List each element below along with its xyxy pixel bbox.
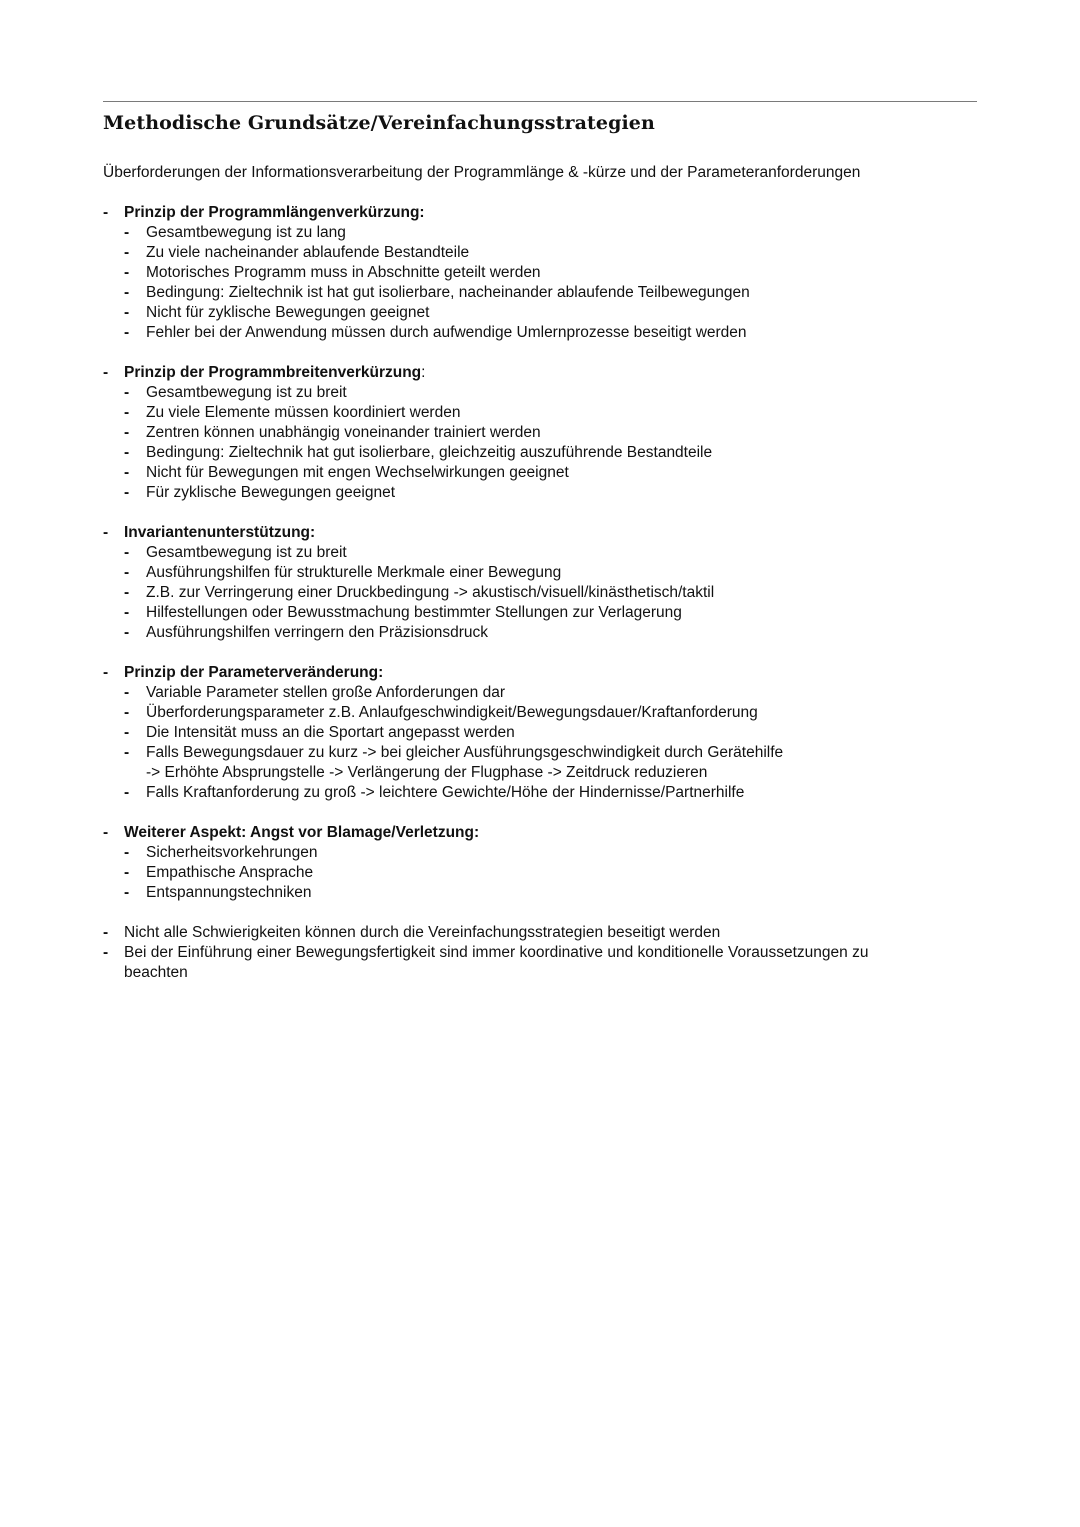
section-heading: Invariantenunterstützung: xyxy=(124,524,316,541)
list-item xyxy=(103,583,963,603)
list-item xyxy=(103,403,963,423)
bullet-dash: - xyxy=(124,244,130,261)
list-item-text: Zu viele Elemente müssen koordiniert werden xyxy=(146,404,461,421)
list-item xyxy=(103,283,963,303)
closing-notes xyxy=(103,923,963,983)
list-item xyxy=(103,783,963,803)
bullet-dash: - xyxy=(124,604,130,621)
bullet-dash: - xyxy=(124,444,130,461)
bullet-dash: - xyxy=(124,584,130,601)
document-title: Methodische Grundsätze/Vereinfachungsstrategien xyxy=(103,112,655,134)
bullet-dash: - xyxy=(124,324,130,341)
list-item-text: Sicherheitsvorkehrungen xyxy=(146,844,318,861)
bullet-dash: - xyxy=(124,424,130,441)
bullet-dash: - xyxy=(103,204,109,221)
list-item xyxy=(103,303,963,323)
section-programmlaengenverkuerzung xyxy=(103,203,963,343)
list-item xyxy=(103,703,963,723)
list-item xyxy=(103,263,963,283)
list-item-text: Überforderungsparameter z.B. Anlaufgeschwindigkeit/Bewegungsdauer/Kraftanforderung xyxy=(146,704,758,721)
list-item xyxy=(103,563,963,583)
list-item-text: Ausführungshilfen verringern den Präzisionsdruck xyxy=(146,624,489,641)
list-item-text: Fehler bei der Anwendung müssen durch aufwendige Umlernprozesse beseitigt werden xyxy=(146,324,747,341)
list-item-continuation: -> Erhöhte Absprungstelle -> Verlängerung der Flugphase -> Zeitdruck reduzieren xyxy=(146,764,708,781)
list-item-text: Für zyklische Bewegungen geeignet xyxy=(146,484,396,501)
closing-note-text: beachten xyxy=(124,964,188,981)
list-item xyxy=(103,683,963,703)
list-item xyxy=(103,863,963,883)
section-heading: Weiterer Aspekt: Angst vor Blamage/Verletzung: xyxy=(124,824,480,841)
list-item-text: Die Intensität muss an die Sportart angepasst werden xyxy=(146,724,515,741)
bullet-dash: - xyxy=(103,824,109,841)
list-item xyxy=(103,483,963,503)
list-item-text: Motorisches Programm muss in Abschnitte geteilt werden xyxy=(146,264,541,281)
list-item xyxy=(103,883,963,903)
bullet-dash: - xyxy=(124,384,130,401)
list-item xyxy=(103,463,963,483)
list-item xyxy=(103,223,963,243)
section-heading-row xyxy=(103,663,963,683)
section-heading-row xyxy=(103,203,963,223)
section-heading: Prinzip der Programmlängenverkürzung: xyxy=(124,204,425,221)
bullet-dash: - xyxy=(124,484,130,501)
list-item-text: Gesamtbewegung ist zu lang xyxy=(146,224,346,241)
list-item-text: Zu viele nacheinander ablaufende Bestandteile xyxy=(146,244,470,261)
bullet-dash: - xyxy=(124,784,130,801)
list-item-text: Zentren können unabhängig voneinander trainiert werden xyxy=(146,424,541,441)
bullet-dash: - xyxy=(124,464,130,481)
bullet-dash: - xyxy=(103,524,109,541)
list-item-text: Bedingung: Zieltechnik ist hat gut isolierbare, nacheinander ablaufende Teilbewegungen xyxy=(146,284,750,301)
list-item-text: Falls Kraftanforderung zu groß -> leichtere Gewichte/Höhe der Hindernisse/Partnerhilfe xyxy=(146,784,745,801)
section-heading-row xyxy=(103,823,963,843)
list-item xyxy=(103,743,963,763)
bullet-dash: - xyxy=(124,884,130,901)
bullet-dash: - xyxy=(124,684,130,701)
list-item xyxy=(103,723,963,743)
list-item xyxy=(103,443,963,463)
list-item-text: Bedingung: Zieltechnik hat gut isolierbare, gleichzeitig auszuführende Bestandteile xyxy=(146,444,713,461)
list-item-text: Gesamtbewegung ist zu breit xyxy=(146,544,347,561)
section-heading-row xyxy=(103,523,963,543)
list-item-text: Gesamtbewegung ist zu breit xyxy=(146,384,347,401)
bullet-dash: - xyxy=(124,224,130,241)
list-item xyxy=(103,323,963,343)
section-invariantenunterstuetzung xyxy=(103,523,963,643)
section-programmbreitenverkuerzung xyxy=(103,363,963,503)
bullet-dash: - xyxy=(124,564,130,581)
bullet-dash: - xyxy=(124,724,130,741)
bullet-dash: - xyxy=(124,864,130,881)
list-item-text: Variable Parameter stellen große Anforderungen dar xyxy=(146,684,506,701)
list-item-text: Entspannungstechniken xyxy=(146,884,312,901)
list-item xyxy=(103,603,963,623)
list-item xyxy=(103,843,963,863)
list-item-text: Nicht für Bewegungen mit engen Wechselwirkungen geeignet xyxy=(146,464,569,481)
document-body xyxy=(103,163,963,1003)
list-item-text: Hilfestellungen oder Bewusstmachung bestimmter Stellungen zur Verlagerung xyxy=(146,604,682,621)
closing-note xyxy=(103,943,963,963)
section-heading: Prinzip der Programmbreitenverkürzung xyxy=(124,364,422,381)
bullet-dash: - xyxy=(124,544,130,561)
section-weiterer-aspekt xyxy=(103,823,963,903)
closing-note xyxy=(103,923,963,943)
section-heading-colon: : xyxy=(421,364,426,381)
list-item-text: Ausführungshilfen für strukturelle Merkmale einer Bewegung xyxy=(146,564,562,581)
list-item xyxy=(103,623,963,643)
bullet-dash: - xyxy=(124,844,130,861)
bullet-dash: - xyxy=(124,624,130,641)
section-heading-row xyxy=(103,363,963,383)
list-item-text: Nicht für zyklische Bewegungen geeignet xyxy=(146,304,430,321)
section-parameterveraenderung xyxy=(103,663,963,803)
list-item-text: Falls Bewegungsdauer zu kurz -> bei gleicher Ausführungsgeschwindigkeit durch Gerätehilfe xyxy=(146,744,784,761)
list-item xyxy=(103,243,963,263)
bullet-dash: - xyxy=(124,404,130,421)
closing-note-continuation xyxy=(103,963,963,983)
closing-note-text: Nicht alle Schwierigkeiten können durch die Vereinfachungsstrategien beseitigt werden xyxy=(124,924,721,941)
bullet-dash: - xyxy=(124,304,130,321)
closing-note-text: Bei der Einführung einer Bewegungsfertigkeit sind immer koordinative und konditionelle Voraussetzungen zu xyxy=(124,944,869,961)
bullet-dash: - xyxy=(124,744,130,761)
bullet-dash: - xyxy=(103,364,109,381)
bullet-dash: - xyxy=(124,284,130,301)
bullet-dash: - xyxy=(103,924,109,941)
bullet-dash: - xyxy=(124,264,130,281)
intro-paragraph: Überforderungen der Informationsverarbeitung der Programmlänge & -kürze und der Parameteranforderungen xyxy=(103,164,861,181)
section-heading: Prinzip der Parameterveränderung: xyxy=(124,664,384,681)
bullet-dash: - xyxy=(103,664,109,681)
bullet-dash: - xyxy=(103,944,109,961)
bullet-dash: - xyxy=(124,704,130,721)
list-item xyxy=(103,383,963,403)
list-item xyxy=(103,423,963,443)
header-rule xyxy=(103,101,977,102)
list-item-text: Empathische Ansprache xyxy=(146,864,314,881)
list-item xyxy=(103,543,963,563)
list-item-text: Z.B. zur Verringerung einer Druckbedingung -> akustisch/visuell/kinästhetisch/taktil xyxy=(146,584,715,601)
